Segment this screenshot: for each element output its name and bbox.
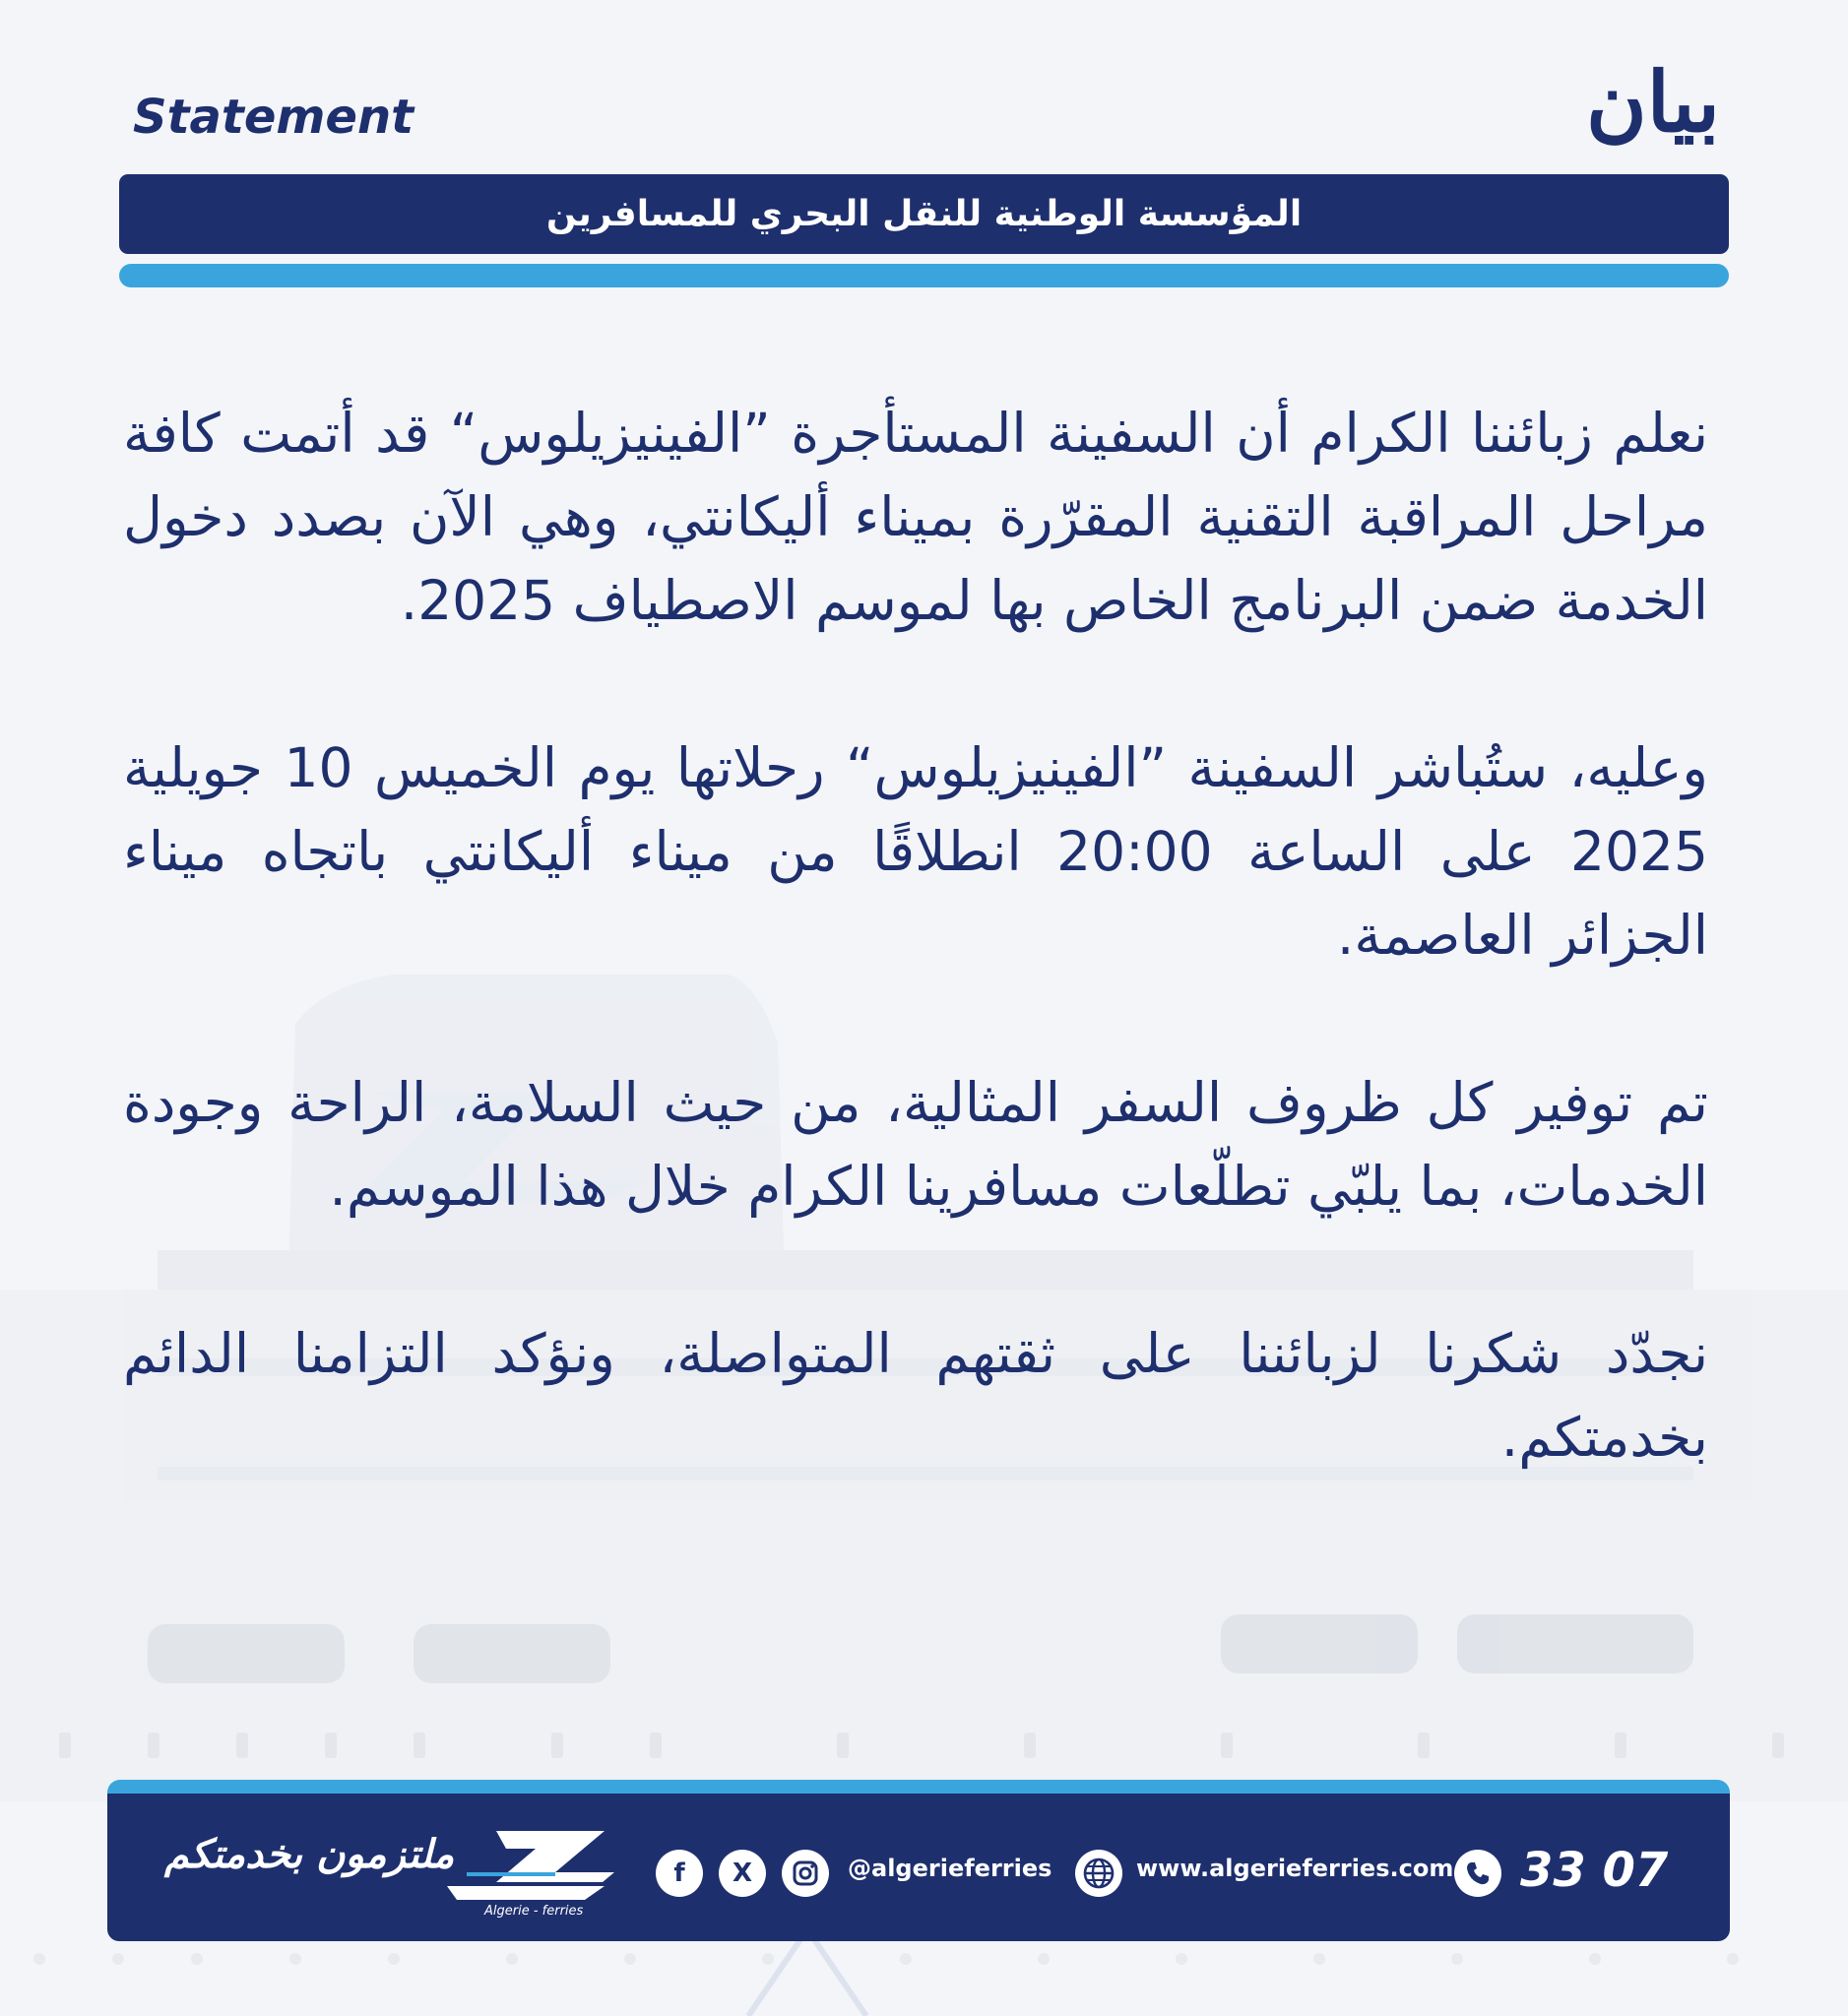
logo-caption: Algerie - ferries (484, 1904, 584, 1919)
footer-slogan: ملتزمون بخدمتكم (164, 1831, 455, 1877)
organization-name: المؤسسة الوطنية للنقل البحري للمسافرين (545, 194, 1303, 234)
website-link[interactable]: www.algerieferries.com (1136, 1855, 1454, 1882)
phone-icon (1454, 1850, 1501, 1897)
statement-title-english: Statement (133, 90, 414, 145)
statement-title-arabic: بيان (1585, 53, 1720, 151)
paragraph-thanks: نجدّد شكرنا لزبائننا على ثقتهم المتواصلة، ونؤكد التزامنا الدائم بخدمتكم. (123, 1322, 1708, 1469)
paragraph-departure: وعليه، ستُباشر السفينة ”الفينيزيلوس“ رحلاتها يوم الخميس 10 جويلية 2025 على الساعة 20:00 انطلاقًا من ميناء أليكانتي باتجاه ميناء الجزائر العاصمة. (123, 736, 1709, 967)
facebook-icon[interactable]: f (656, 1850, 703, 1897)
footer-bar (107, 1794, 1730, 1941)
instagram-icon[interactable] (782, 1850, 829, 1897)
algerie-ferries-logo (437, 1821, 624, 1922)
paragraph-travel-conditions: تم توفير كل ظروف السفر المثالية، من حيث السلامة، الراحة وجودة الخدمات، بما يلبّي تطلّعات مسافرينا الكرام خلال هذا الموسم. (123, 1071, 1708, 1218)
organization-banner (119, 174, 1729, 254)
social-handle[interactable]: @algerieferries (848, 1855, 1052, 1882)
statement-body (123, 392, 1708, 1480)
x-icon[interactable]: X (719, 1850, 766, 1897)
header-accent-stripe (119, 264, 1729, 287)
paragraph-service-entry: نعلم زبائننا الكرام أن السفينة المستأجرة ”الفينيزيلوس“ قد أتمت كافة مراحل المراقبة التقنية المقرّرة بميناء أليكانتي، وهي الآن بصدد دخول الخدمة ضمن البرنامج الخاص بها لموسم الاصطياف 2025. (123, 402, 1708, 632)
ferries-logo-icon (437, 1821, 624, 1904)
globe-icon (1075, 1850, 1122, 1897)
phone-number[interactable]: 33 07 (1520, 1843, 1669, 1898)
